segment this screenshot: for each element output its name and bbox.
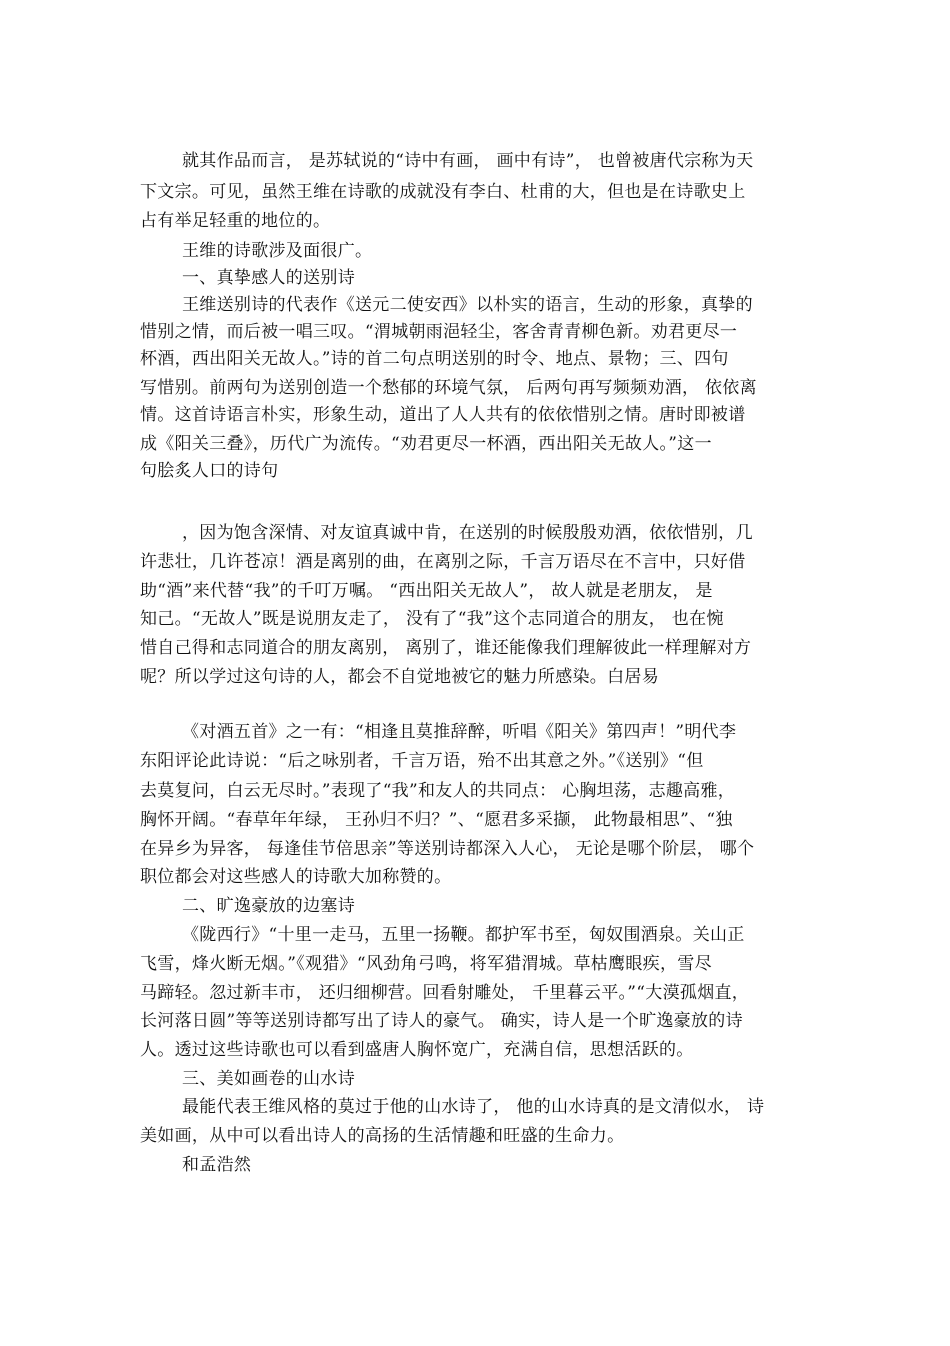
text-line: 就其作品而言， 是苏轼说的“诗中有画， 画中有诗”， 也曾被唐代宗称为天 [182, 151, 754, 171]
text-line: 美如画，从中可以看出诗人的高扬的生活情趣和旺盛的生命力。 [140, 1126, 625, 1146]
text-line: 职位都会对这些感人的诗歌大加称赞的。 [140, 867, 452, 887]
text-line: 杯酒，西出阳关无故人。”诗的首二句点明送别的时令、地点、景物；三、四句 [140, 349, 729, 369]
text-line: 马蹄轻。忽过新丰市， 还归细柳营。回看射雕处， 千里暮云平。”“大漠孤烟直， [140, 983, 750, 1003]
text-line: 占有举足轻重的地位的。 [140, 211, 331, 231]
text-line: 知己。“无故人”既是说朋友走了， 没有了“我”这个志同道合的朋友， 也在惋 [140, 609, 724, 629]
text-line: 和孟浩然 [182, 1155, 252, 1175]
section-heading: 二、旷逸豪放的边塞诗 [182, 896, 355, 916]
section-heading: 三、美如画卷的山水诗 [182, 1069, 355, 1089]
text-line: ，因为饱含深情、对友谊真诚中肯，在送别的时候殷殷劝酒，依依惜别，几 [182, 523, 753, 543]
text-line: 《陇西行》“十里一走马，五里一扬鞭。都护军书至，匈奴围酒泉。关山正 [182, 925, 745, 945]
text-line: 长河落日圆”等等送别诗都写出了诗人的豪气。 确实，诗人是一个旷逸豪放的诗 [140, 1011, 743, 1031]
text-line: 写惜别。前两句为送别创造一个愁郁的环境气氛， 后两句再写频频劝酒， 依依离 [140, 378, 757, 398]
text-line: 成《阳关三叠》，历代广为流传。“劝君更尽一杯酒，西出阳关无故人。”这一 [140, 434, 712, 454]
text-line: 胸怀开阔。“春草年年绿， 王孙归不归？”、“愿君多采撷， 此物最相思”、“独 [140, 810, 733, 830]
text-line: 许悲壮，几许苍凉！酒是离别的曲，在离别之际，千言万语尽在不言中，只好借 [140, 552, 746, 572]
text-line: 《对酒五首》之一有：“相逢且莫推辞醉，听唱《阳关》第四声！”明代李 [182, 722, 737, 742]
text-line: 飞雪，烽火断无烟。”《观猎》“风劲角弓鸣，将军猎渭城。草枯鹰眼疾，雪尽 [140, 954, 712, 974]
text-line: 惜自己得和志同道合的朋友离别， 离别了，谁还能像我们理解彼此一样理解对方 [140, 638, 752, 658]
text-line: 人。透过这些诗歌也可以看到盛唐人胸怀宽广，充满自信，思想活跃的。 [140, 1040, 694, 1060]
text-line: 最能代表王维风格的莫过于他的山水诗了， 他的山水诗真的是文清似水， 诗 [182, 1097, 765, 1117]
text-line: 句脍炙人口的诗句 [140, 461, 279, 481]
text-line: 王维的诗歌涉及面很广。 [182, 241, 373, 261]
section-heading: 一、真挚感人的送别诗 [182, 268, 355, 288]
text-line: 下文宗。可见，虽然王维在诗歌的成就没有李白、杜甫的大，但也是在诗歌史上 [140, 182, 746, 202]
text-line: 王维送别诗的代表作《送元二使安西》以朴实的语言，生动的形象，真挚的 [182, 295, 753, 315]
text-line: 去莫复问，白云无尽时。”表现了“我”和友人的共同点： 心胸坦荡，志趣高雅， [140, 781, 736, 801]
text-line: 助“酒”来代替“我”的千叮万嘱。 “西出阳关无故人”， 故人就是老朋友， 是 [140, 581, 713, 601]
text-line: 呢？所以学过这句诗的人，都会不自觉地被它的魅力所感染。白居易 [140, 667, 659, 687]
text-line: 惜别之情，而后被一唱三叹。“渭城朝雨浥轻尘，客舍青青柳色新。劝君更尽一 [140, 322, 738, 342]
text-line: 东阳评论此诗说：“后之咏别者，千言万语，殆不出其意之外。”《送别》“但 [140, 751, 704, 771]
text-line: 情。这首诗语言朴实，形象生动，道出了人人共有的依依惜别之情。唐时即被谱 [140, 405, 746, 425]
text-line: 在异乡为异客， 每逢佳节倍思亲”等送别诗都深入人心， 无论是哪个阶层， 哪个 [140, 839, 755, 859]
